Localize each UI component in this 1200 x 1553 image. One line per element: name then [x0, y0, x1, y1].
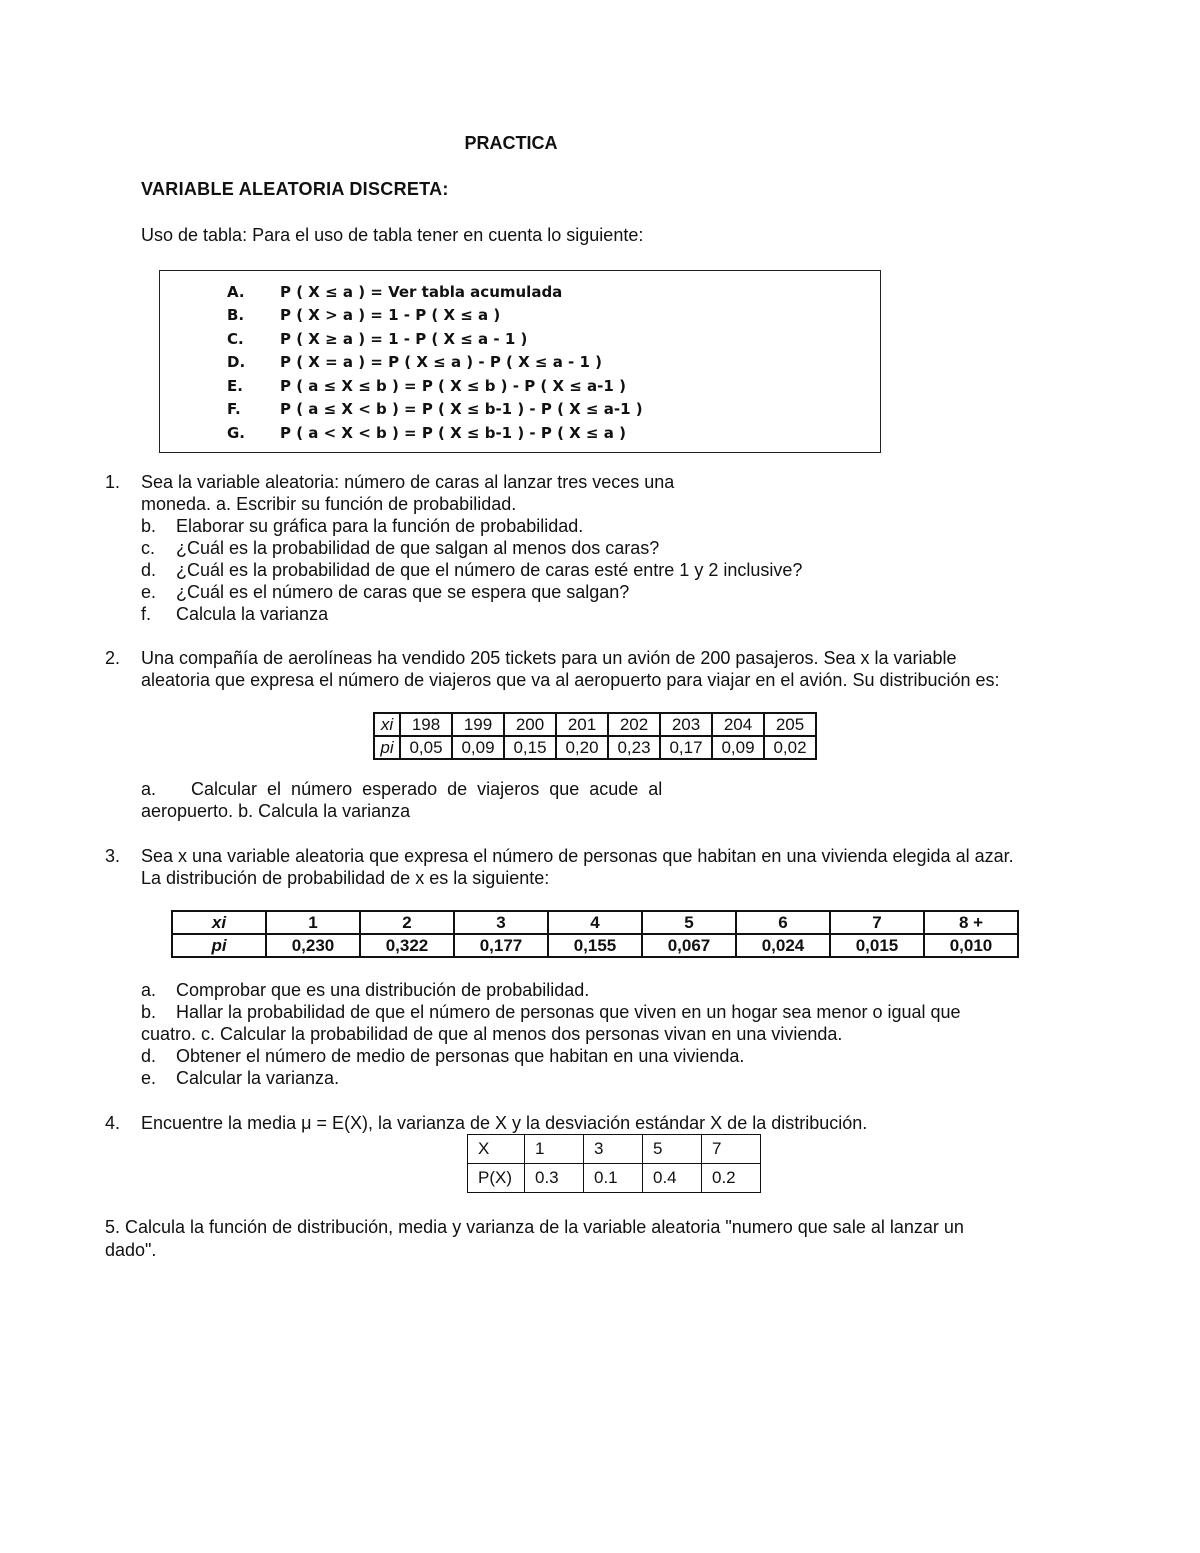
rule-expression: P ( a < X < b ) = P ( X ≤ b-1 ) - P ( X ≤ a )	[280, 424, 626, 442]
table-cell: 1	[266, 911, 360, 934]
table-cell: 4	[548, 911, 642, 934]
question-text: a. Calcular el número esperado de viajeros que acude al	[141, 779, 663, 799]
table-cell: 0,010	[924, 934, 1018, 957]
table-cell: 0.1	[584, 1164, 643, 1193]
table-cell: 0,230	[266, 934, 360, 957]
table-cell: 7	[702, 1135, 761, 1164]
table-cell: 0.4	[643, 1164, 702, 1193]
rule-letter: A.	[227, 283, 245, 301]
list-letter: d.	[141, 560, 157, 580]
rules-box	[159, 270, 881, 453]
list-item	[141, 1046, 744, 1067]
table-row	[172, 911, 1018, 934]
list-letter: a.	[141, 980, 157, 1000]
table-cell: 203	[660, 713, 712, 736]
table-cell: 7	[830, 911, 924, 934]
list-item	[141, 604, 328, 625]
table-cell: 199	[452, 713, 504, 736]
list-text: cuatro. c. Calcular la probabilidad de que al menos dos personas vivan en una vivienda.	[141, 1024, 843, 1044]
list-text: ¿Cuál es el número de caras que se espera que salgan?	[176, 582, 630, 602]
rule-letter: C.	[227, 330, 244, 348]
table-cell: 0,322	[360, 934, 454, 957]
table-header-cell: pi	[172, 934, 266, 957]
list-text: Comprobar que es una distribución de probabilidad.	[176, 980, 590, 1000]
table-cell: 204	[712, 713, 764, 736]
table-cell: 0,155	[548, 934, 642, 957]
page-title: PRACTICA	[464, 133, 558, 153]
table-cell: 0,09	[712, 736, 764, 759]
table-cell: 8 +	[924, 911, 1018, 934]
table-cell: 0,17	[660, 736, 712, 759]
rule-expression: P ( a ≤ X < b ) = P ( X ≤ b-1 ) - P ( X ≤ a-1 )	[280, 400, 643, 418]
question-text: 5. Calcula la función de distribución, media y varianza de la variable aleatoria "numero que sale al lanzar un	[105, 1217, 964, 1237]
table-cell: 205	[764, 713, 816, 736]
list-text: Elaborar su gráfica para la función de probabilidad.	[176, 516, 584, 536]
table-cell: 0,015	[830, 934, 924, 957]
list-text: ¿Cuál es la probabilidad de que el número de caras esté entre 1 y 2 inclusive?	[176, 560, 803, 580]
table-cell: 2	[360, 911, 454, 934]
list-item	[141, 980, 589, 1001]
table-cell: 0,067	[642, 934, 736, 957]
list-letter: c.	[141, 538, 156, 558]
question-number: 3.	[105, 846, 121, 866]
list-item	[141, 1024, 842, 1045]
table-cell: 0,05	[400, 736, 452, 759]
table-row	[468, 1164, 761, 1193]
rule-letter: G.	[227, 424, 246, 442]
table-cell: 198	[400, 713, 452, 736]
table-cell: 0.2	[702, 1164, 761, 1193]
list-item	[141, 538, 659, 559]
list-item	[141, 582, 629, 603]
table-header-cell: X	[468, 1135, 525, 1164]
list-letter: d.	[141, 1046, 157, 1066]
list-text: Hallar la probabilidad de que el número de personas que viven en un hogar sea menor o igual que	[176, 1002, 961, 1022]
list-letter: b.	[141, 1002, 157, 1022]
question-text: Sea x una variable aleatoria que expresa el número de personas que habitan en una vivienda elegida al azar.	[141, 846, 1014, 866]
table-header-cell: P(X)	[468, 1164, 525, 1193]
table-row	[468, 1135, 761, 1164]
table-header-cell: xi	[172, 911, 266, 934]
table-cell: 0,024	[736, 934, 830, 957]
table-row	[374, 736, 816, 759]
question-text: Encuentre la media μ = E(X), la varianza de X y la desviación estándar X de la distribución.	[141, 1113, 868, 1133]
distribution-table	[467, 1134, 761, 1193]
table-cell: 0.3	[525, 1164, 584, 1193]
rule-expression: P ( X ≤ a ) = Ver tabla acumulada	[280, 283, 563, 301]
question-text: dado".	[105, 1240, 157, 1260]
question-text: aleatoria que expresa el número de viajeros que va al aeropuerto para viajar en el avión. Su distribución es:	[141, 670, 1000, 690]
list-item	[141, 516, 583, 537]
table-cell: 0,23	[608, 736, 660, 759]
list-text: Calcula la varianza	[176, 604, 329, 624]
distribution-table	[373, 712, 817, 760]
table-cell: 0,20	[556, 736, 608, 759]
list-letter: e.	[141, 582, 157, 602]
list-item	[141, 560, 802, 581]
question-number: 1.	[105, 472, 121, 492]
rule-letter: E.	[227, 377, 243, 395]
table-cell: 0,09	[452, 736, 504, 759]
rule-expression: P ( X ≥ a ) = 1 - P ( X ≤ a - 1 )	[280, 330, 528, 348]
rule-expression: P ( X > a ) = 1 - P ( X ≤ a )	[280, 306, 501, 324]
rule-expression: P ( a ≤ X ≤ b ) = P ( X ≤ b ) - P ( X ≤ a-1 )	[280, 377, 626, 395]
table-cell: 0,15	[504, 736, 556, 759]
table-cell: 5	[642, 911, 736, 934]
question-text: La distribución de probabilidad de x es la siguiente:	[141, 868, 550, 888]
table-cell: 201	[556, 713, 608, 736]
question-text: Sea la variable aleatoria: número de caras al lanzar tres veces una	[141, 472, 675, 492]
list-item	[141, 1002, 961, 1023]
distribution-table	[171, 910, 1019, 958]
table-cell: 5	[643, 1135, 702, 1164]
list-text: Calcular la varianza.	[176, 1068, 340, 1088]
table-cell: 0,02	[764, 736, 816, 759]
rule-letter: D.	[227, 353, 246, 371]
section-heading: VARIABLE ALEATORIA DISCRETA:	[141, 179, 449, 199]
table-cell: 3	[584, 1135, 643, 1164]
table-cell: 0,177	[454, 934, 548, 957]
list-item	[141, 1068, 339, 1089]
table-header-cell: xi	[374, 713, 400, 736]
question-number: 2.	[105, 648, 121, 668]
question-number: 4.	[105, 1113, 121, 1133]
table-cell: 3	[454, 911, 548, 934]
table-cell: 6	[736, 911, 830, 934]
question-text: moneda. a. Escribir su función de probabilidad.	[141, 494, 517, 514]
table-cell: 200	[504, 713, 556, 736]
rule-letter: F.	[227, 400, 241, 418]
list-letter: f.	[141, 604, 152, 624]
list-letter: b.	[141, 516, 157, 536]
table-row	[374, 713, 816, 736]
rule-letter: B.	[227, 306, 245, 324]
list-text: Obtener el número de medio de personas que habitan en una vivienda.	[176, 1046, 745, 1066]
table-row	[172, 934, 1018, 957]
table-header-cell: pi	[374, 736, 400, 759]
rule-expression: P ( X = a ) = P ( X ≤ a ) - P ( X ≤ a - 1 )	[280, 353, 603, 371]
list-letter: e.	[141, 1068, 157, 1088]
table-cell: 202	[608, 713, 660, 736]
table-cell: 1	[525, 1135, 584, 1164]
list-text: ¿Cuál es la probabilidad de que salgan al menos dos caras?	[176, 538, 660, 558]
intro-text: Uso de tabla: Para el uso de tabla tener en cuenta lo siguiente:	[141, 225, 644, 245]
question-text: aeropuerto. b. Calcula la varianza	[141, 801, 411, 821]
question-text: Una compañía de aerolíneas ha vendido 205 tickets para un avión de 200 pasajeros. Sea x la variable	[141, 648, 957, 668]
